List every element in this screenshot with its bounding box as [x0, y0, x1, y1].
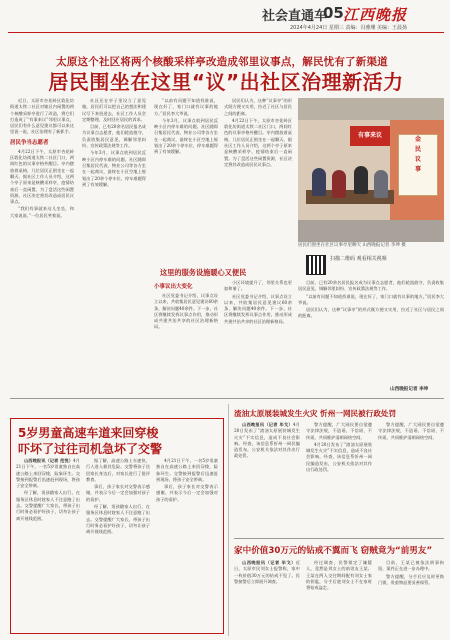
article-paragraph: 警方提醒，分手后应及时更换门锁，贵重物品要妥善保管。	[378, 573, 444, 585]
article-paragraph	[16, 458, 80, 489]
main-col-3b	[224, 98, 292, 268]
story4-col-2	[306, 560, 372, 636]
photo-credit: 山西晚报记者 李坤 摄	[362, 243, 406, 248]
page-header	[0, 0, 450, 34]
article-paragraph: 经了解，男孩随家人出行，在服务区休息时趁家人不注意跑了出去。交警提醒广大家长，带孩子出行时务必看护好孩子，切勿让孩子离开视线范围。	[86, 504, 150, 535]
main-col-3a	[154, 98, 218, 268]
article-paragraph: 经过调查，民警锁定了嫌疑人，竟然是刘女士的前男友王某。王某在两人交往期间配有刘女士家的钥匙，分手后趁刘女士不在家时将钻戒盗走。	[306, 560, 372, 591]
qr-caption: 扫描二维码 观看相关视频	[330, 256, 387, 262]
article-paragraph: 经了解，男孩随家人出行，在服务区休息时趁家人不注意跑了出去。交警提醒广大家长，带孩子出行时务必看护好孩子，切勿让孩子离开视线范围。	[16, 490, 80, 521]
main-col-2	[82, 98, 146, 394]
article-paragraph: 警方提醒，广大网民要自觉遵守法律法规，不造谣、不信谣、不传谣，共同维护清朗网络空间。	[306, 422, 372, 440]
story3-col-2	[306, 422, 372, 534]
article-paragraph: 4月20日发布了“渣油太原展装城发生火灾”不实信息，造成不良社会影响。经查，该信息系忻州一网民编造发布，公安机关依法对其作出行政处罚。	[306, 441, 372, 473]
header-rule	[8, 32, 444, 33]
story4-col-3	[378, 560, 444, 636]
photo-background	[298, 98, 444, 120]
story3-byline: 山西晚报讯（记者 毕戈）	[242, 422, 293, 427]
main-kicker: 太原这个社区将两个核酸采样亭改造成邻里议事点，解民忧有了新渠道	[56, 56, 388, 68]
main-col-5	[298, 280, 444, 384]
article-paragraph: 目前，已有20余名居民报名成为议事点志愿者，他们轮流值守，负责收集居民意见、调解邻里纠纷、宣传政策法规等工作。	[298, 280, 444, 292]
board-char: 金	[414, 136, 421, 143]
page-number: 05	[323, 4, 344, 22]
article-paragraph: 社区党委书记介绍，议事点设立以来，共收集居民意见建议60余条，解决问题40余件。下一步，社区将继续发挥议事点作用，推动形成共建共治共享的社区治理新格局。	[154, 293, 218, 330]
column-divider	[228, 404, 229, 636]
main-byline: 山西晚报记者 李坤	[390, 387, 429, 392]
article-paragraph: 近日，太原市杏花岭区敦化坊街道太铁二社区对辖区内闲置的两个核酸采样亭进行了改造，将它们打造成了“有事来议”邻里议事点，居民们有什么意见建议都可以来这里说一说，社区治理有了新抓手。	[10, 98, 74, 135]
article-paragraph: 4月21日下午，一名5岁男童独自在高速公路上来回穿梭，险象环生。交警接到报警后迅速赶到现场，将孩子安全带离。	[156, 458, 218, 482]
article-paragraph: 4月22日下午，太原市杏花岭区敦化坊街道太铁二社区门口，两间红色的议事亭格外醒目。亭内摆放着桌椅，几位居民正围坐在一起聊天。据社区工作人员介绍，这两个亭子原来是核酸采样亭，疫情结束后一直闲置。为了盘活这些闲置资源，社区决定将其改造成居民议事点。	[10, 148, 74, 205]
paragraph-text: 近日，太原市民刘女士报警称，家中一枚价值30万元的钻戒不见了。民警接警后立即展开调查。	[234, 560, 300, 584]
story2-headline-2: 吓坏了过往司机急坏了交警	[18, 442, 163, 456]
article-paragraph: 社区还在亭子里设立了意见箱，居民们可以把自己的想法和建议写下来投进去，社区工作人员会定期整理，及时回应居民的诉求。	[82, 98, 146, 122]
subhead: 居民争当志愿者	[10, 139, 49, 146]
main-col-3c	[154, 280, 218, 394]
article-paragraph: 据了解，高速公路上车速快，行人进入极其危险。交警将孩子送回家长身边后，对家长进行了批评教育。	[86, 458, 150, 482]
date-line: 2024年4月24日 星期三 责编：冯雅珊 美编：王晨扬	[290, 25, 408, 31]
photo-person	[332, 170, 346, 198]
article-paragraph: 4月22日下午，太原市杏花岭区敦化坊街道太铁二社区门口，两间红色的议事亭格外醒目。亭内摆放着桌椅，几位居民正围坐在一起聊天。据社区工作人员介绍，这两个亭子原来是核酸采样亭，疫情结束后一直闲置。为了盘活这些闲置资源，社区决定将其改造成居民议事点。	[224, 117, 292, 167]
board-char: 民	[414, 146, 421, 153]
story3-col-3	[378, 422, 444, 534]
board-char: 事	[414, 166, 421, 173]
article-paragraph: “我们有事就来这儿坐坐，和大家说说。”一位居民笑着说。	[10, 206, 74, 218]
article-paragraph	[234, 422, 300, 460]
main-col-4	[224, 280, 292, 394]
qr-code-icon[interactable]	[306, 255, 326, 275]
masthead-logo: 江西晚报	[343, 6, 408, 24]
article-paragraph: 事后，孩子家长对交警表示感谢，并表示今后一定会加强对孩子的看护。	[156, 484, 218, 502]
article-paragraph	[234, 560, 300, 585]
subhead: 小事议出大变化	[154, 284, 193, 290]
article-paragraph: 小区环境提升了，邻里关系也更加和谐了。	[224, 280, 292, 292]
article-paragraph: 居民们认为，这种“议事亭”的形式既方便又实用，拉近了社区与居民之间的距离。	[298, 307, 444, 319]
story3-col-1	[234, 422, 300, 534]
article-paragraph: 今年3月，议事点收到居民反映小区内停车难的问题。社区随即召集居民代表、物业公司等各方坐在一起商议，最终在小区空地上规划出了20余个停车位，停车难题得到了有效缓解。	[154, 117, 218, 155]
article-paragraph: 警方提醒，广大网民要自觉遵守法律法规，不造谣、不信谣、不传谣，共同维护清朗网络空间。	[378, 422, 444, 440]
photo-board	[398, 134, 438, 196]
article-paragraph: 居民们认为，这种“议事亭”的形式既方便又实用，拉近了社区与居民之间的距离。	[224, 98, 292, 116]
story2-byline: 山西晚报讯（记者 范悦）	[24, 458, 74, 463]
story3-headline: 渣油太原展装城发生火灾 忻州一网民被行政处罚	[234, 409, 397, 418]
main-headline: 居民围坐在这里“议”出社区治理新活力	[48, 70, 404, 94]
photo-person	[374, 170, 388, 198]
article-paragraph: 今年3月，议事点收到居民反映小区内停车难的问题。社区随即召集居民代表、物业公司等各方坐在一起商议，最终在小区空地上规划出了20余个停车位，停车难题得到了有效缓解。	[82, 150, 146, 187]
story2-col-1	[16, 458, 80, 628]
section-divider	[10, 398, 444, 399]
article-paragraph: 目前，王某已被依法刑事拘留，案件正在进一步办理中。	[378, 560, 444, 572]
story2-col-2	[86, 458, 150, 628]
article-paragraph: “以前有问题不知道找谁说，现在好了，家门口就有议事的地方。”居民李大爷说。	[298, 293, 444, 305]
board-char: 议	[414, 156, 421, 163]
story4-headline: 家中价值30万元的钻戒不翼而飞 窃贼竟为“前男友”	[234, 546, 433, 556]
photo-person	[312, 168, 326, 196]
photo-caption	[298, 243, 444, 249]
story2-col-3	[156, 458, 218, 628]
paragraph-text: 4月21日下午，一名5岁男童独自在高速公路上来回穿梭，险象环生。交警接到报警后迅速赶到现场，将孩子安全带离。	[16, 458, 80, 489]
story4-byline: 山西晚报讯（记者 毕戈）	[242, 560, 296, 565]
photo-person	[354, 166, 368, 194]
section-name: 社会直通车	[262, 9, 328, 24]
main-col-1	[10, 98, 74, 394]
image-caption: 这里的服务设施暖心又便民	[160, 268, 247, 277]
article-paragraph: 社区党委书记介绍，议事点设立以来，共收集居民意见建议60余条，解决问题40余件。下一步，社区将继续发挥议事点作用，推动形成共建共治共享的社区治理新格局。	[224, 293, 292, 324]
news-photo	[298, 98, 444, 242]
paragraph-text: 4月20日发布了“渣油太原展装城发生火灾”不实信息，造成不良社会影响。经查，该信息系忻州一网民编造发布，公安机关依法对其作出行政处罚。	[234, 422, 300, 459]
article-paragraph: “以前有问题不知道找谁说，现在好了，家门口就有议事的地方。”居民李大爷说。	[154, 98, 218, 116]
article-paragraph: 事后，孩子家长对交警表示感谢，并表示今后一定会加强对孩子的看护。	[86, 484, 150, 502]
photo-sign: 有事来议	[350, 126, 390, 146]
story4-col-1	[234, 560, 300, 636]
section-divider	[234, 538, 444, 539]
article-paragraph: 目前，已有20余名居民报名成为议事点志愿者，他们轮流值守，负责收集居民意见、调解邻里纠纷、宣传政策法规等工作。	[82, 124, 146, 149]
photo-floor	[298, 220, 444, 242]
photo-caption-text: 居民们围坐在社区议事亭里聊天	[298, 243, 361, 248]
story2-headline-1: 5岁男童高速车道来回穿梭	[18, 426, 159, 440]
